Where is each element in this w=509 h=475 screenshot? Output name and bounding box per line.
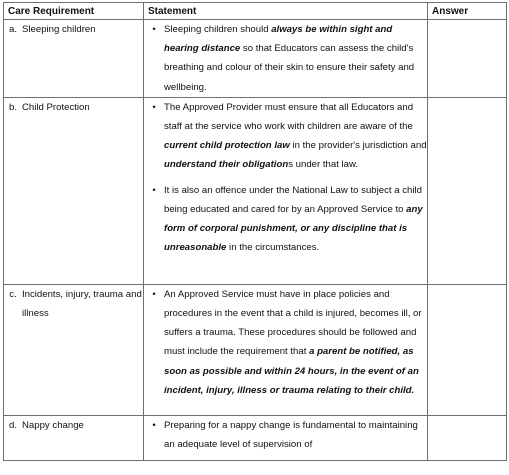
- requirement-letter: b.: [8, 101, 17, 113]
- requirement-letter: d.: [8, 419, 17, 431]
- header-answer: Answer: [428, 3, 507, 20]
- statement-cell: [144, 284, 428, 415]
- answer-cell[interactable]: [428, 415, 507, 460]
- care-requirement-cell: [4, 97, 144, 284]
- statement-run: Preparing for a nappy change is fundamental to maintaining an adequate level of supervision of: [164, 419, 418, 451]
- statement-list: [144, 416, 427, 454]
- statement-run: An Approved Service must have in place policies and procedures in the event that a child is injured, becomes ill, or suffers a trauma. These procedures should be followed and must include the requirement that: [164, 288, 422, 358]
- statement-text: [164, 98, 427, 175]
- statement-run: It is also an offence under the National Law to subject a child being educated and cared for by an Approved Service to: [164, 184, 422, 215]
- header-statement: Statement: [144, 3, 428, 20]
- statement-run: Sleeping children should: [164, 24, 272, 35]
- emphasis-text: always be within sight and hearing distance: [164, 24, 393, 55]
- statement-text: [164, 285, 427, 400]
- statement-bullet: [144, 181, 427, 258]
- statement-list: [144, 20, 427, 97]
- emphasis-text: a parent be notified, as soon as possible and within 24 hours, in the event of an incident, injury, illness or trauma relating to their child.: [164, 346, 419, 396]
- requirement-name: Nappy change: [22, 419, 84, 431]
- statement-run: so that Educators can assess the child's breathing and colour of their skin to ensure their safety and wellbeing.: [164, 43, 415, 93]
- requirement-name: Sleeping children: [22, 24, 96, 35]
- table-row: [4, 415, 507, 460]
- statement-cell: [144, 97, 428, 284]
- statement-cell: [144, 20, 428, 98]
- requirement-name: Child Protection: [22, 101, 90, 113]
- statement-cell: [144, 415, 428, 460]
- bullet-marker: •: [152, 101, 156, 113]
- statement-run: s under that law.: [288, 159, 359, 171]
- emphasis-text: any form of corporal punishment, or any discipline that is unreasonable: [164, 203, 423, 254]
- statement-bullet: [144, 416, 427, 454]
- statement-text: [164, 181, 427, 258]
- statement-run: in the provider's jurisdiction and: [289, 140, 427, 152]
- table-row: [4, 284, 507, 415]
- bullet-marker: •: [152, 184, 156, 196]
- emphasis-text: current child protection law: [164, 140, 290, 152]
- emphasis-text: understand their obligation: [164, 159, 289, 171]
- care-requirement-cell: [4, 415, 144, 460]
- requirement-name: Incidents, injury, trauma and illness: [22, 288, 142, 320]
- statement-text: [164, 416, 427, 454]
- statement-list: [144, 98, 427, 258]
- bullet-marker: •: [152, 419, 156, 431]
- answer-cell[interactable]: [428, 20, 507, 98]
- bullet-marker: •: [152, 288, 156, 300]
- bullet-marker: •: [152, 24, 156, 35]
- statement-bullet: [144, 98, 427, 175]
- statement-bullet: [144, 20, 427, 97]
- answer-cell[interactable]: [428, 97, 507, 284]
- answer-cell[interactable]: [428, 284, 507, 415]
- table-row: [4, 97, 507, 284]
- table-row: [4, 20, 507, 98]
- statement-list: [144, 285, 427, 400]
- requirement-letter: c.: [9, 288, 17, 300]
- statement-bullet: [144, 285, 427, 400]
- care-requirements-table: [3, 2, 507, 461]
- care-requirement-cell: [4, 20, 144, 98]
- header-care-requirement: Care Requirement: [4, 3, 144, 20]
- statement-run: The Approved Provider must ensure that all Educators and staff at the service who work with children are aware of the: [164, 101, 414, 133]
- header-row: [4, 3, 507, 20]
- requirement-letter: a.: [8, 24, 17, 35]
- statement-text: [164, 20, 427, 97]
- statement-run: in the circumstances.: [226, 242, 320, 254]
- care-requirement-cell: [4, 284, 144, 415]
